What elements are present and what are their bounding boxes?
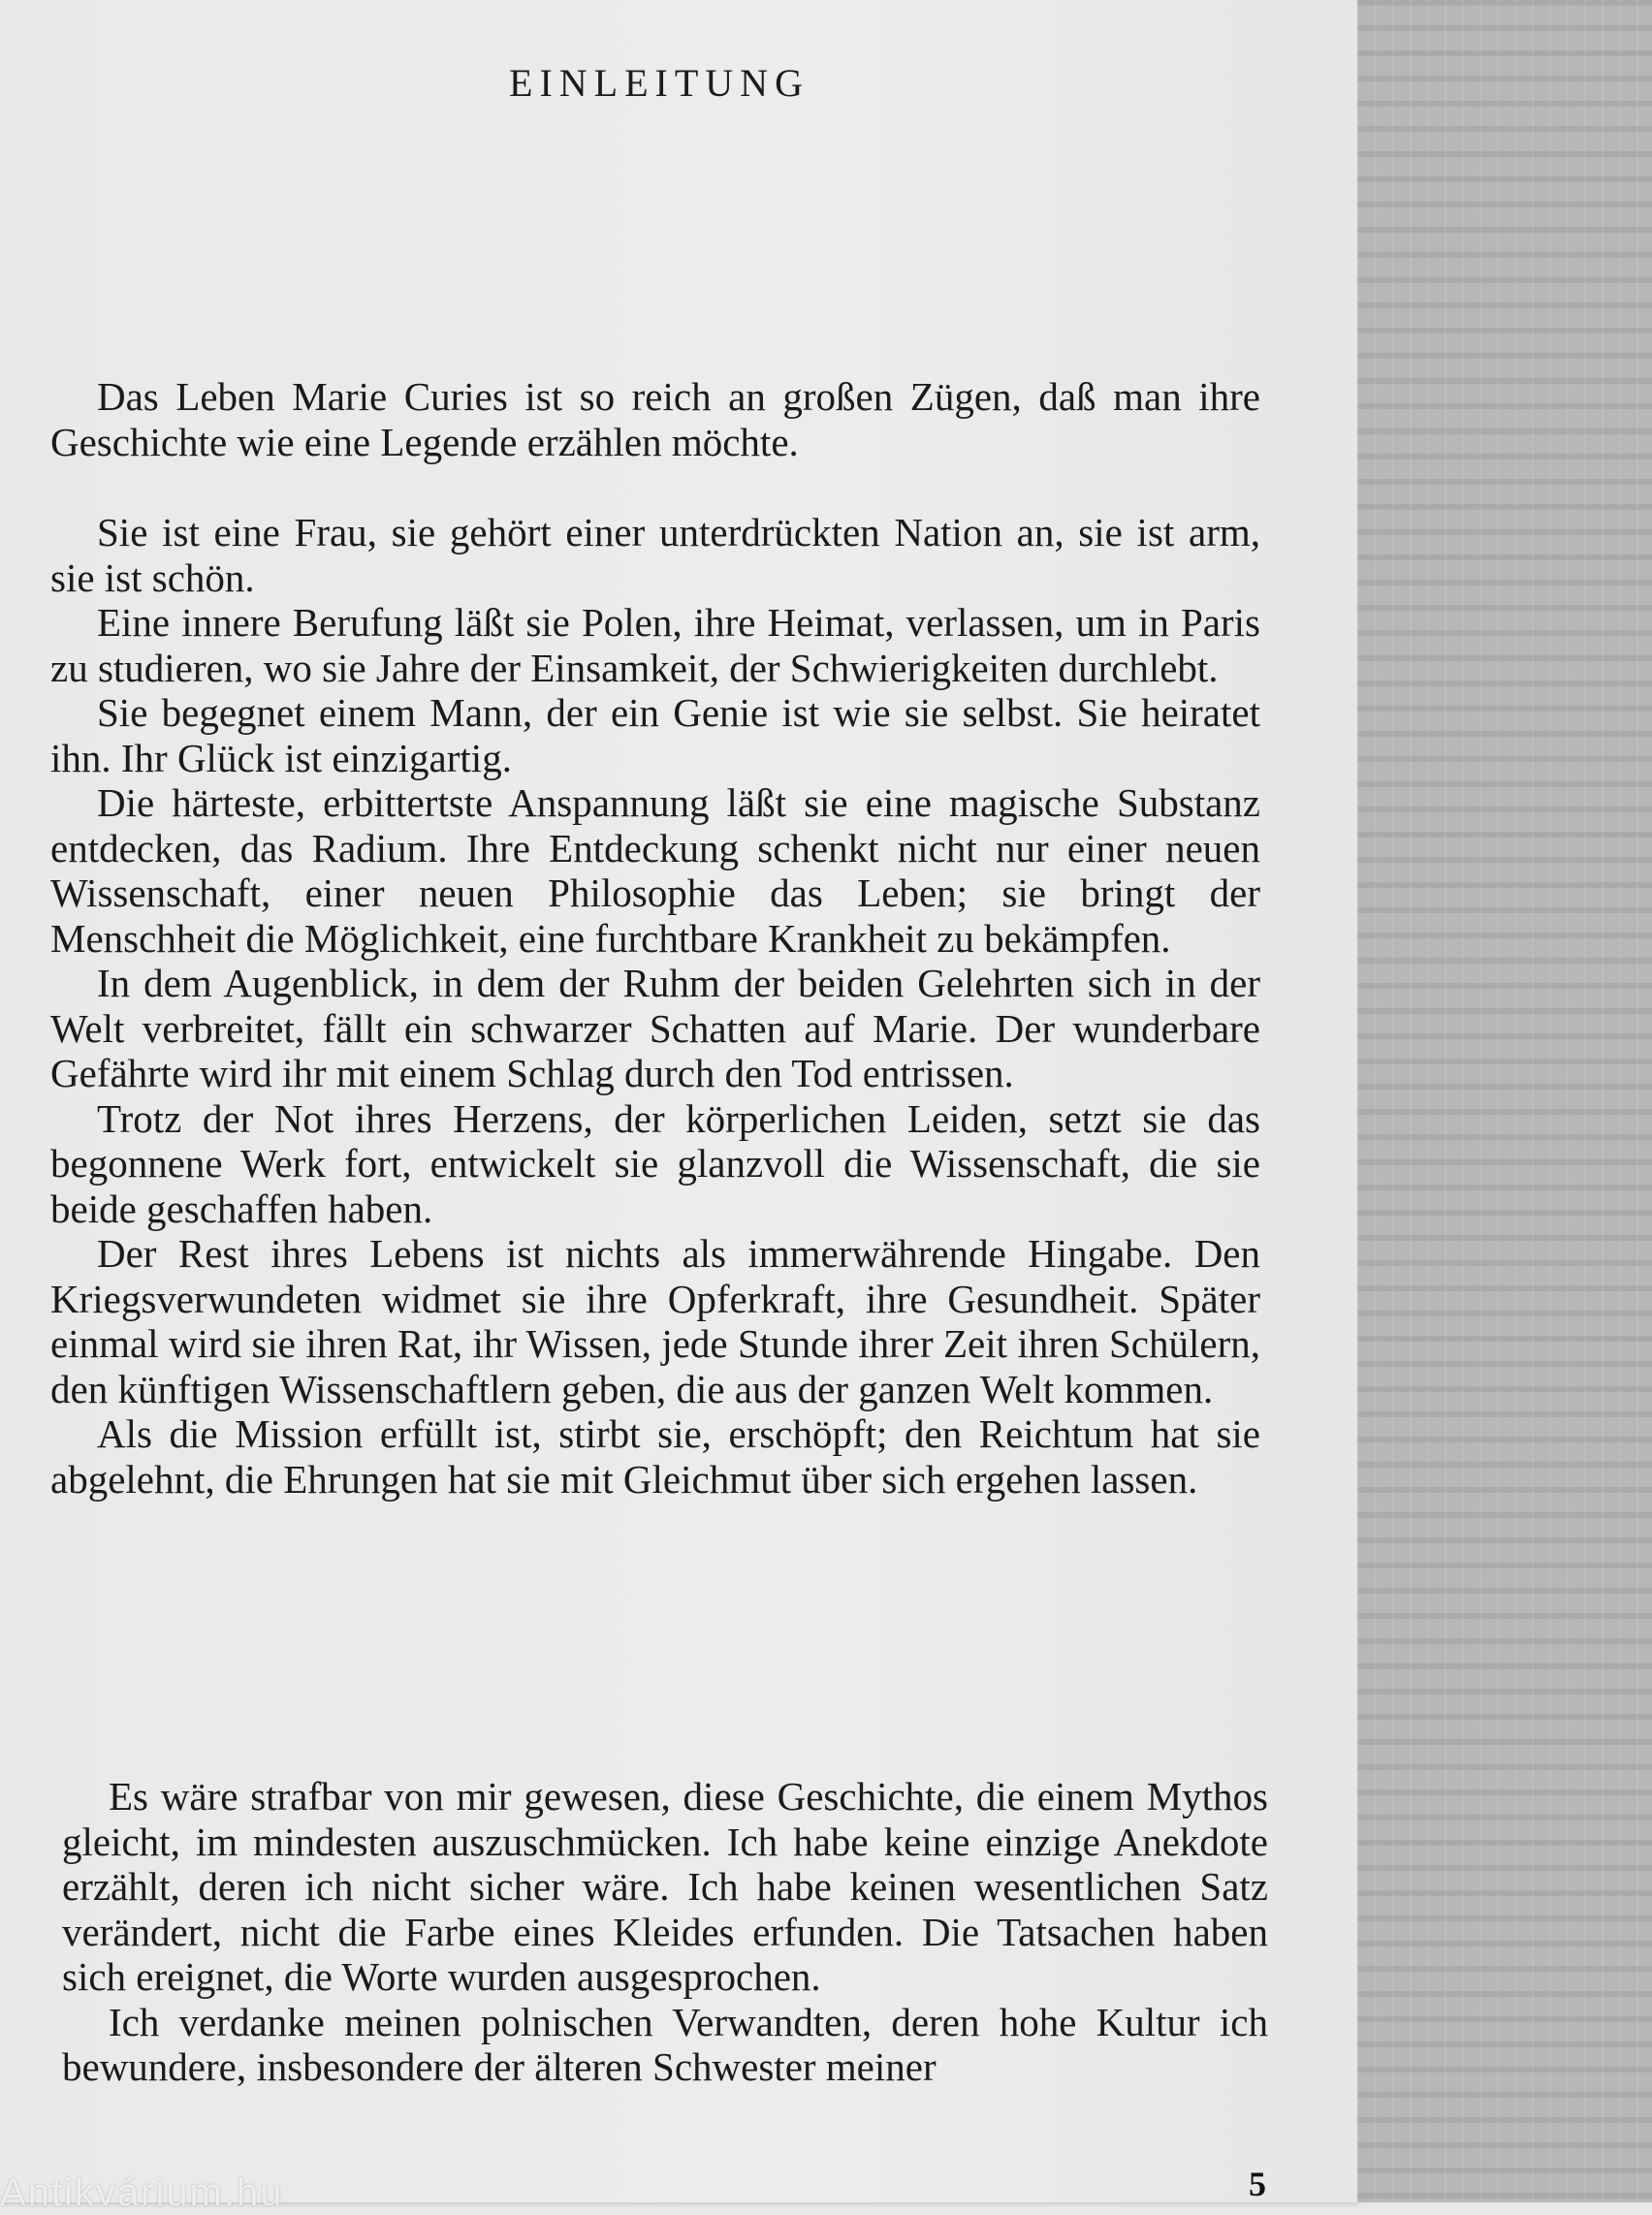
watermark: Antikvárium.hu (0, 2171, 284, 2214)
paragraph: Die härteste, erbittertste Anspannung läßt sie eine magische Substanz entdecken, das Radium. Ihre Entdeckung schenkt nicht nur einer neuen Wissenschaft, einer neuen Philosophie das Leben; sie bringt der Menschheit die Möglichkeit, eine furchtbare Krankheit zu bekämpfen. (50, 780, 1260, 961)
paragraph: Sie ist eine Frau, sie gehört einer unterdrückten Nation an, sie ist arm, sie ist schön. (50, 510, 1260, 600)
paragraph: In dem Augenblick, in dem der Ruhm der beiden Gelehrten sich in der Welt verbreitet, fällt ein schwarzer Schatten auf Marie. Der wunderbare Gefährte wird ihr mit einem Schlag durch den Tod entrissen. (50, 961, 1260, 1095)
closing-paragraph-block (62, 1774, 1268, 2090)
paragraph: Ich verdanke meinen polnischen Verwandten, deren hohe Kultur ich bewundere, insbesondere der älteren Schwester meiner (62, 1999, 1268, 2089)
background-surface (1357, 0, 1652, 2202)
paragraph: Eine innere Berufung läßt sie Polen, ihre Heimat, verlassen, um in Paris zu studieren, wo sie Jahre der Einsamkeit, der Schwierigkeiten durchlebt. (50, 600, 1260, 690)
paragraph: Trotz der Not ihres Herzens, der körperlichen Leiden, setzt sie das begonnene Werk fort, entwickelt sie glanzvoll die Wissenschaft, die sie beide geschaffen haben. (50, 1095, 1260, 1231)
intro-paragraph-block (50, 374, 1260, 464)
paragraph: Als die Mission erfüllt ist, stirbt sie, erschöpft; den Reichtum hat sie abgelehnt, die Ehrungen hat sie mit Gleichmut über sich ergehen lassen. (50, 1411, 1260, 1502)
paragraph: Das Leben Marie Curies ist so reich an großen Zügen, daß man ihre Geschichte wie eine Legende erzählen möchte. (50, 374, 1260, 464)
paragraph: Sie begegnet einem Mann, der ein Genie ist wie sie selbst. Sie heiratet ihn. Ihr Glück ist einzigartig. (50, 690, 1260, 780)
paragraph: Der Rest ihres Lebens ist nichts als immerwährende Hingabe. Den Kriegsverwundeten widmet sie ihre Opferkraft, ihre Gesundheit. Später einmal wird sie ihren Rat, ihr Wissen, jede Stunde ihrer Zeit ihren Schülern, den künftigen Wissenschaftlern geben, die aus der ganzen Welt kommen. (50, 1231, 1260, 1411)
page-number: 5 (1249, 2165, 1266, 2203)
paragraph: Es wäre strafbar von mir gewesen, diese Geschichte, die einem Mythos gleicht, im mindesten auszuschmücken. Ich habe keine einzige Anekdote erzählt, deren ich nicht sicher wäre. Ich habe keinen wesentlichen Satz verändert, nicht die Farbe eines Kleides erfunden. Die Tatsachen haben sich ereignet, die Worte wurden ausgesprochen. (62, 1774, 1268, 1999)
chapter-heading: EINLEITUNG (509, 61, 810, 105)
story-paragraph-block (50, 510, 1260, 1502)
